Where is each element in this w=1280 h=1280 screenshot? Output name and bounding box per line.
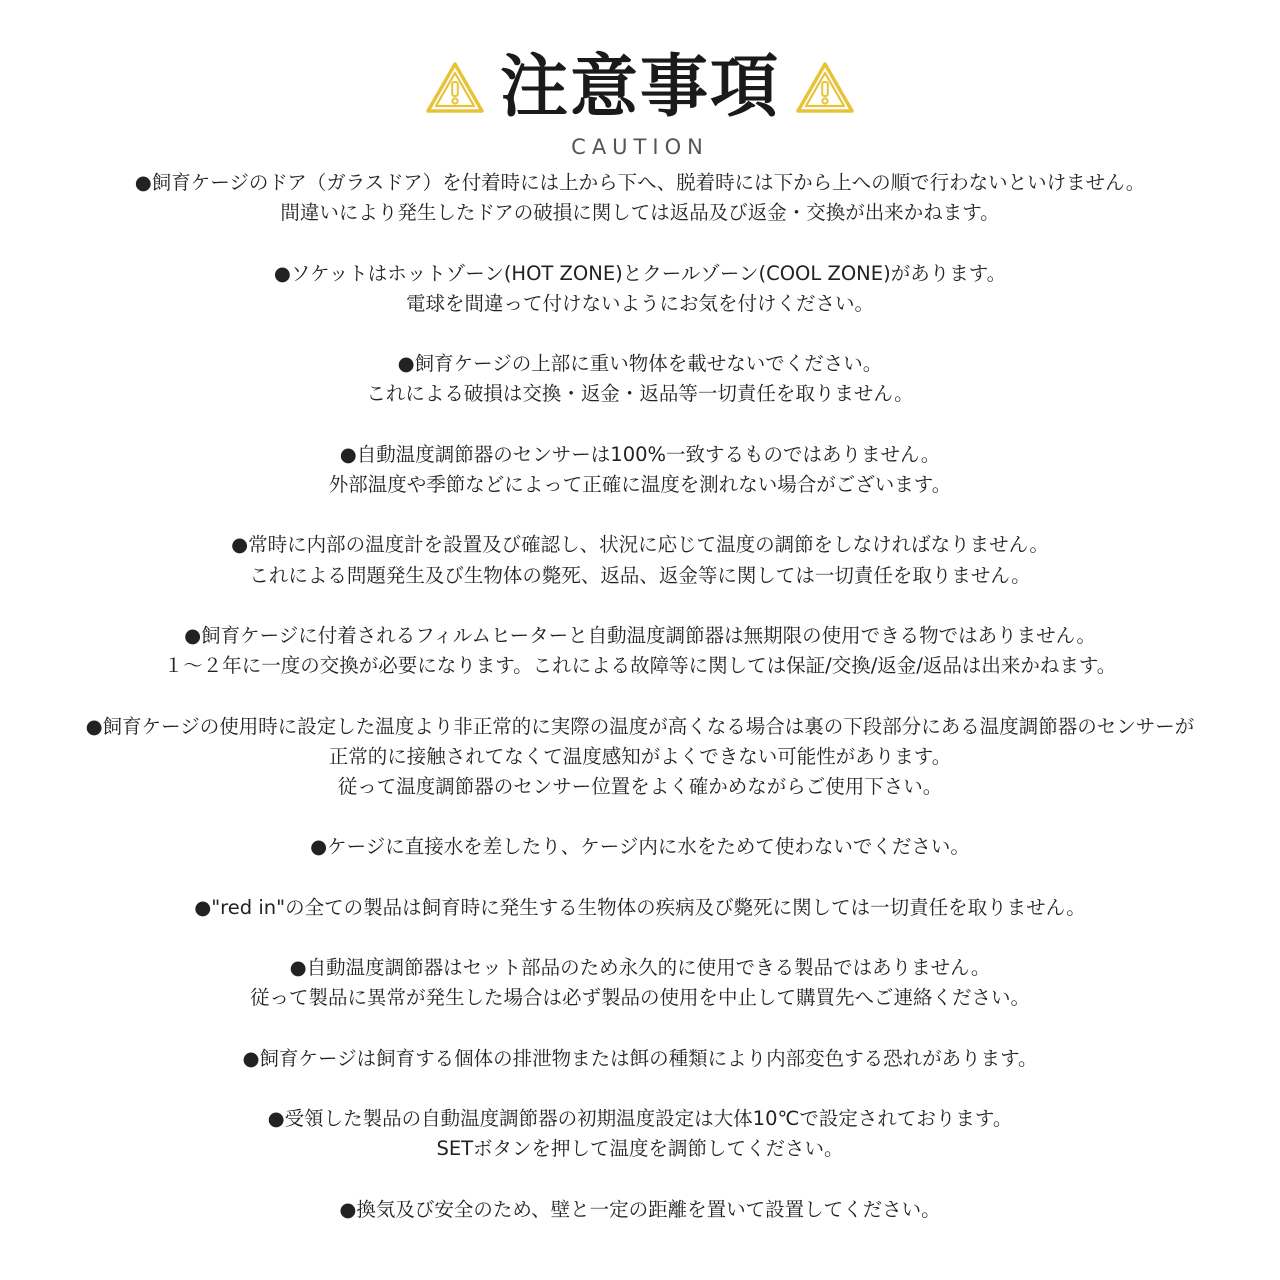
notice-text: 間違いにより発生したドアの破損に関しては返品及び返金・交換が出来かねます。	[280, 201, 1000, 225]
notice-item	[0, 712, 1280, 803]
caution-header	[0, 44, 1280, 160]
notice-text: ●受領した製品の自動温度調節器の初期温度設定は大体10℃で設定されております。	[267, 1107, 1013, 1131]
notice-item	[0, 349, 1280, 409]
notice-text: 外部温度や季節などによって正確に温度を測れない場合がございます。	[328, 472, 952, 496]
notice-item	[0, 1044, 1280, 1074]
warning-triangle-icon	[424, 60, 486, 116]
notice-text: １～２年に一度の交換が必要になります。これによる故障等に関しては保証/交換/返金/返品は出来かねます。	[163, 654, 1117, 678]
notice-item	[0, 1104, 1280, 1164]
notice-text: これによる問題発生及び生物体の斃死、返品、返金等に関しては一切責任を取りません。	[249, 563, 1031, 587]
title-row	[0, 44, 1280, 132]
notice-text: これによる破損は交換・返金・返品等一切責任を取りません。	[366, 382, 914, 406]
notice-text: ●飼育ケージは飼育する個体の排泄物または餌の種類により内部変色する恐れがあります。	[242, 1046, 1038, 1070]
notice-item	[0, 530, 1280, 590]
notice-text: ●飼育ケージの上部に重い物体を載せないでください。	[397, 352, 883, 376]
notice-text: ●自動温度調節器はセット部品のため永久的に使用できる製品ではありません。	[289, 956, 991, 980]
notice-text: ●飼育ケージに付着されるフィルムヒーターと自動温度調節器は無期限の使用できる物ではありません。	[184, 623, 1096, 647]
notice-text: 電球を間違って付けないようにお気を付けください。	[405, 291, 874, 315]
notice-text: SETボタンを押して温度を調節してください。	[436, 1137, 844, 1161]
notice-item	[0, 259, 1280, 319]
notice-item	[0, 953, 1280, 1013]
notice-item	[0, 621, 1280, 681]
notice-text: ●ソケットはホットゾーン(HOT ZONE)とクールゾーン(COOL ZONE)があります。	[273, 261, 1007, 285]
notice-text: ●飼育ケージの使用時に設定した温度より非正常的に実際の温度が高くなる場合は裏の下段部分にある温度調節器のセンサーが	[85, 714, 1195, 738]
notice-item	[0, 168, 1280, 228]
notice-text: 従って温度調節器のセンサー位置をよく確かめながらご使用下さい。	[337, 774, 943, 798]
notice-text: 正常的に接触されてなくて温度感知がよくできない可能性があります。	[328, 744, 952, 768]
notice-text: ●"red in"の全ての製品は飼育時に発生する生物体の疾病及び斃死に関しては一切責任を取りません。	[194, 895, 1086, 919]
notice-list	[0, 168, 1280, 1225]
notice-text: ●換気及び安全のため、壁と一定の距離を置いて設置してください。	[339, 1197, 941, 1221]
notice-text: ●自動温度調節器のセンサーは100%一致するものではありません。	[339, 442, 941, 466]
notice-item	[0, 832, 1280, 862]
notice-item	[0, 1195, 1280, 1225]
notice-text: ●飼育ケージのドア（ガラスドア）を付着時には上から下へ、脱着時には下から上への順で行わないといけません。	[134, 171, 1146, 194]
notice-text: 従って製品に異常が発生した場合は必ず製品の使用を中止して購買先へご連絡ください。	[249, 986, 1030, 1010]
warning-triangle-icon	[794, 60, 856, 116]
notice-text: ●ケージに直接水を差したり、ケージ内に水をためて使わないでください。	[310, 835, 970, 859]
page-title: 注意事項	[499, 48, 780, 127]
notice-item	[0, 893, 1280, 923]
notice-text: ●常時に内部の温度計を設置及び確認し、状況に応じて温度の調節をしなければなりません。	[231, 533, 1049, 557]
notice-item	[0, 440, 1280, 500]
page-subtitle: CAUTION	[571, 135, 709, 159]
